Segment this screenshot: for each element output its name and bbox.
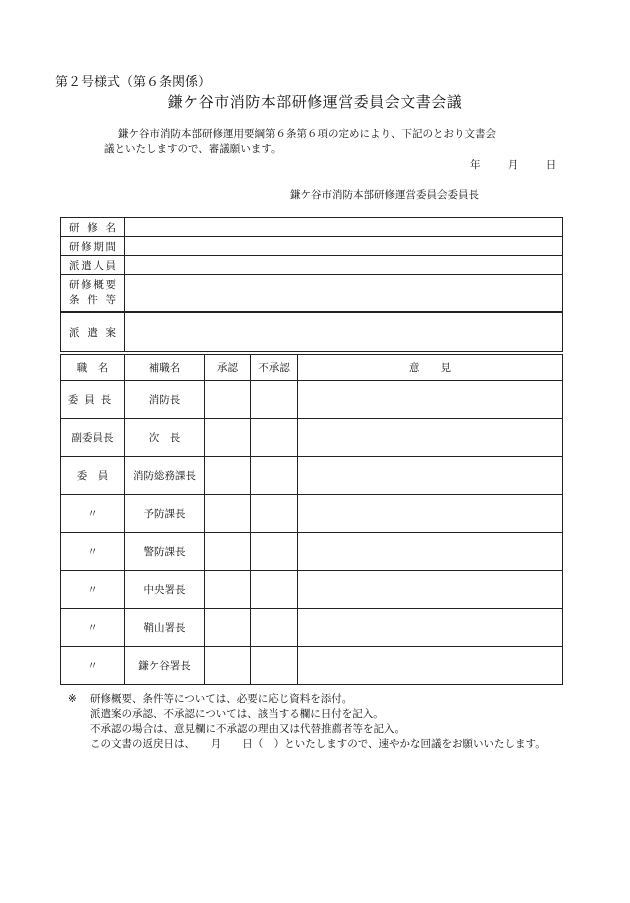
reject-cell[interactable] [251, 419, 298, 457]
opinion-cell[interactable] [298, 533, 563, 571]
approval-table [60, 354, 563, 685]
month-label: 月 [507, 159, 519, 171]
reject-cell[interactable] [251, 381, 298, 419]
training-name-field[interactable] [125, 218, 563, 237]
title-cell: 消防総務課長 [125, 457, 205, 495]
opinion-cell[interactable] [298, 609, 563, 647]
opinion-cell[interactable] [298, 495, 563, 533]
approve-cell[interactable] [205, 495, 251, 533]
opinion-cell[interactable] [298, 381, 563, 419]
title-cell: 警防課長 [125, 533, 205, 571]
dispatch-proposal-field[interactable] [125, 312, 563, 352]
opinion-cell[interactable] [298, 457, 563, 495]
position-cell: 〃 [61, 533, 125, 571]
approve-cell[interactable] [205, 457, 251, 495]
table-row [61, 457, 563, 495]
dispatch-members-label: 派遣人員 [61, 256, 125, 275]
training-summary-label-line1: 研修概要 [69, 279, 116, 291]
approval-header-row [61, 355, 563, 381]
training-summary-field[interactable] [125, 275, 563, 313]
note-line-1: 研修概要、条件等については、必要に応じ資料を添付。 [90, 693, 353, 705]
form-number: 第２号様式（第６条関係） [55, 75, 212, 90]
training-period-label: 研修期間 [61, 237, 125, 256]
note-line-4: この文書の返戻日は、 月 日（ ）といたしますので、速やかな回議をお願いいたします。 [90, 738, 546, 750]
reject-cell[interactable] [251, 457, 298, 495]
year-label: 年 [470, 159, 481, 171]
table-row [61, 533, 563, 571]
position-cell: 〃 [61, 647, 125, 685]
position-cell: 〃 [61, 495, 125, 533]
title-cell: 鞘山署長 [125, 609, 205, 647]
position-cell: 副委員長 [61, 419, 125, 457]
reject-cell[interactable] [251, 495, 298, 533]
note-line-3: 不承認の場合は、意見欄に不承認の理由又は代替推薦者等を記入。 [90, 723, 405, 735]
header-title: 補職名 [125, 355, 205, 381]
header-position: 職 名 [61, 355, 125, 381]
approve-cell[interactable] [205, 609, 251, 647]
header-approve: 承認 [205, 355, 251, 381]
table-row [61, 609, 563, 647]
title-cell: 鎌ケ谷署長 [125, 647, 205, 685]
reject-cell[interactable] [251, 609, 298, 647]
day-label: 日 [545, 159, 557, 171]
training-info-table [60, 217, 563, 352]
table-row [61, 381, 563, 419]
sender-name: 鎌ケ谷市消防本部研修運営委員会委員長 [290, 189, 479, 201]
dispatch-members-field[interactable] [125, 256, 563, 275]
intro-line-2: 議といたしますので、審議願います。 [104, 143, 282, 155]
training-summary-label-line2: 条 件 等 [69, 294, 116, 306]
reject-cell[interactable] [251, 533, 298, 571]
training-period-field[interactable] [125, 237, 563, 256]
approve-cell[interactable] [205, 647, 251, 685]
dispatch-proposal-label: 派 遣 案 [61, 312, 125, 352]
table-row [61, 647, 563, 685]
position-cell: 〃 [61, 609, 125, 647]
approve-cell[interactable] [205, 533, 251, 571]
date-line [470, 157, 556, 172]
intro-line-1: 鎌ケ谷市消防本部研修運用要綱第６条第６項の定めにより、下記のとおり文書会 [118, 128, 496, 140]
table-row [61, 419, 563, 457]
approve-cell[interactable] [205, 571, 251, 609]
approve-cell[interactable] [205, 419, 251, 457]
training-name-label: 研 修 名 [61, 218, 125, 237]
training-summary-label [61, 275, 125, 313]
opinion-cell[interactable] [298, 571, 563, 609]
note-line-2: 派遣案の承認、不承認については、該当する欄に日付を記入。 [90, 708, 384, 720]
note-mark: ※ [68, 693, 77, 705]
reject-cell[interactable] [251, 647, 298, 685]
opinion-cell[interactable] [298, 647, 563, 685]
header-opinion: 意 見 [298, 355, 563, 381]
header-reject: 不承認 [251, 355, 298, 381]
title-cell: 消防長 [125, 381, 205, 419]
title-cell: 次 長 [125, 419, 205, 457]
opinion-cell[interactable] [298, 419, 563, 457]
table-row [61, 495, 563, 533]
position-cell: 委員長 [61, 381, 125, 419]
approve-cell[interactable] [205, 381, 251, 419]
document-title: 鎌ケ谷市消防本部研修運営委員会文書会議 [167, 93, 463, 111]
title-cell: 予防課長 [125, 495, 205, 533]
title-cell: 中央署長 [125, 571, 205, 609]
position-cell: 委 員 [61, 457, 125, 495]
position-cell: 〃 [61, 571, 125, 609]
table-row [61, 571, 563, 609]
intro-paragraph [90, 127, 550, 157]
reject-cell[interactable] [251, 571, 298, 609]
